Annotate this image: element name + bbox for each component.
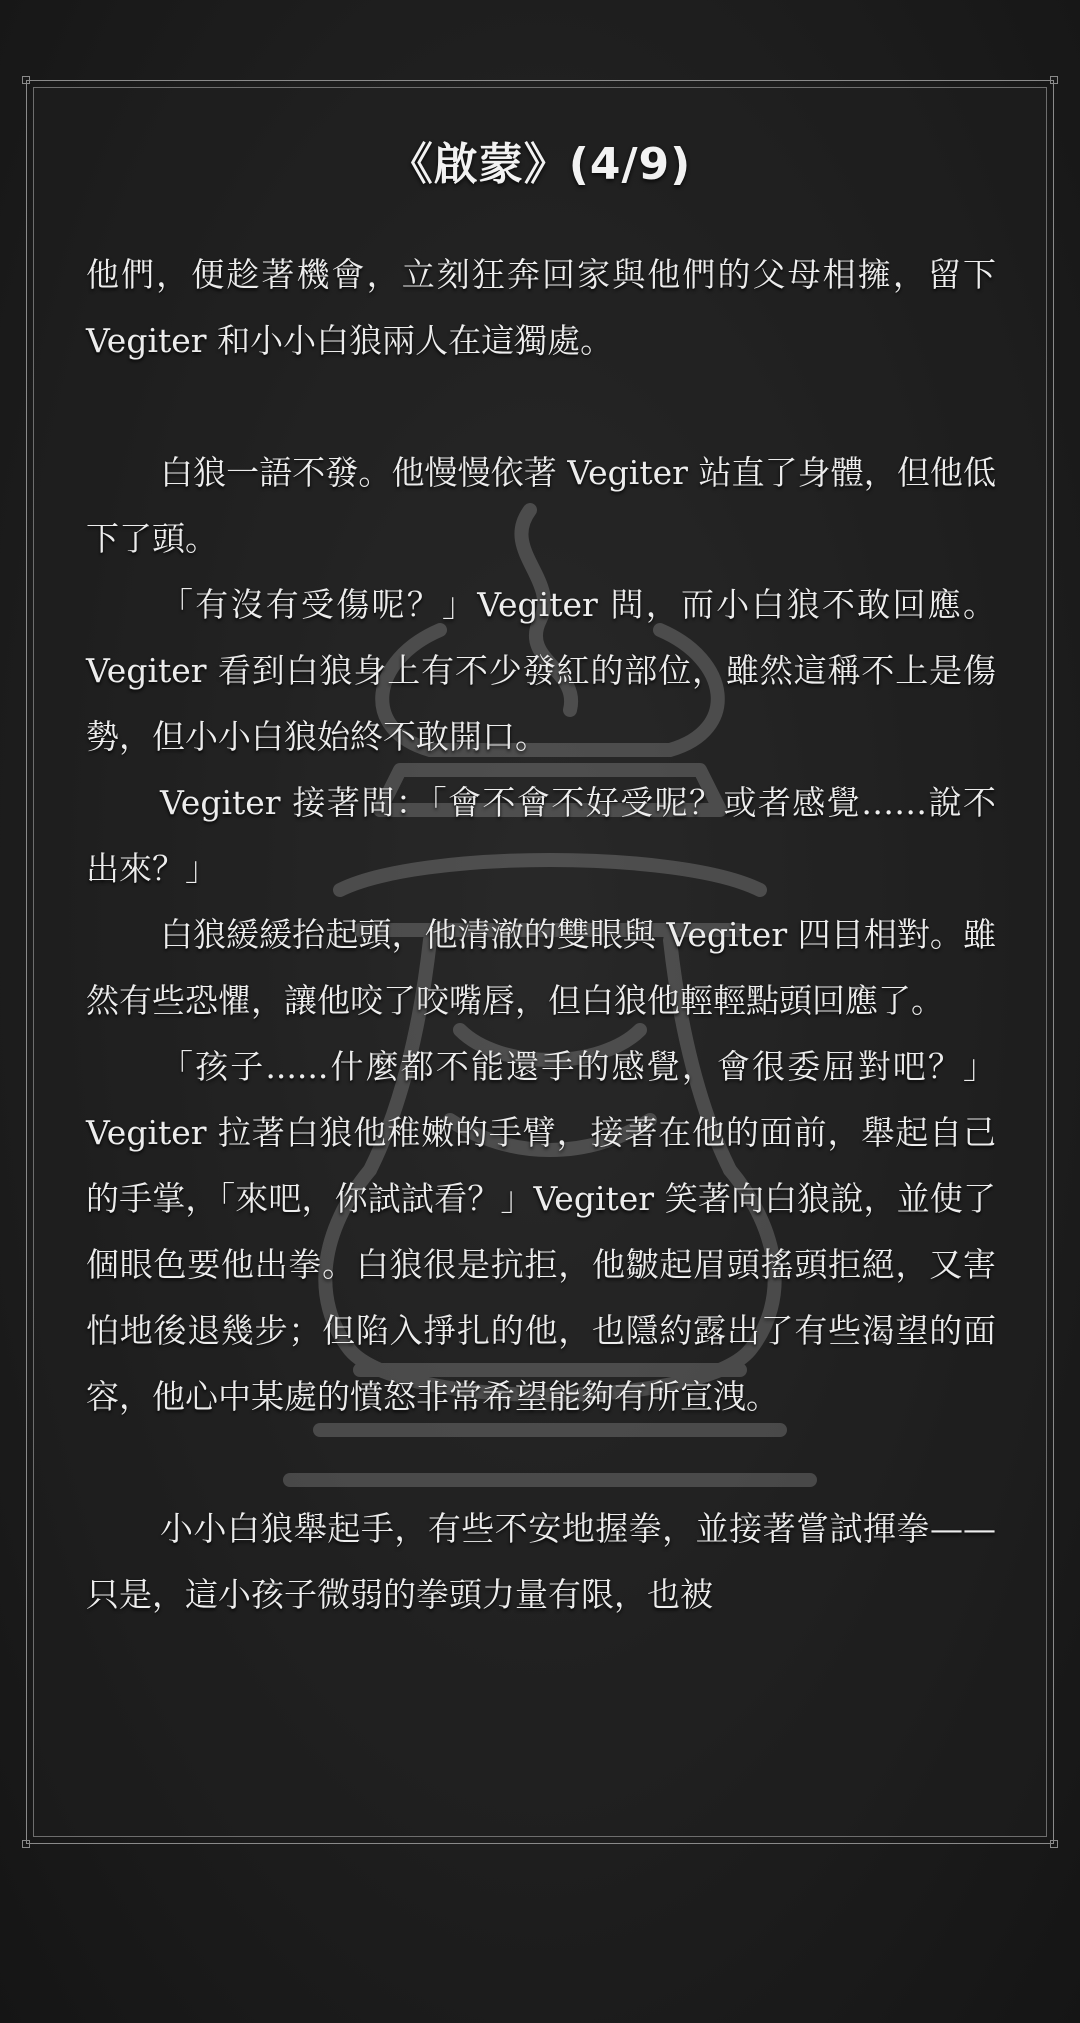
- story-paragraph: 小小白狼舉起手，有些不安地握拳，並接著嘗試揮拳——只是，這小孩子微弱的拳頭力量有限，也被: [86, 1509, 996, 1614]
- story-paragraph: 他們，便趁著機會，立刻狂奔回家與他們的父母相擁，留下 Vegiter 和小小白狼兩人在這獨處。: [86, 255, 996, 360]
- frame-corner-ornament: [22, 1840, 30, 1848]
- story-paragraph: 「孩子......什麼都不能還手的感覺，會很委屈對吧？」Vegiter 拉著白狼他稚嫩的手臂，接著在他的面前，舉起自己的手掌，「來吧，你試試看？」Vegiter 笑著向白狼說，並使了個眼色要他出拳。白狼很是抗拒，他皺起眉頭搖頭拒絕，又害怕地後退幾步；但陷入掙扎的他，也隱約露出了有些渴望的面容，他心中某處的憤怒非常希望能夠有所宣洩。: [86, 1047, 996, 1416]
- story-paragraph: 「有沒有受傷呢？」Vegiter 問，而小白狼不敢回應。Vegiter 看到白狼身上有不少發紅的部位，雖然這稱不上是傷勢，但小小白狼始終不敢開口。: [86, 585, 996, 756]
- story-paragraph: 白狼緩緩抬起頭，他清澈的雙眼與 Vegiter 四目相對。雖然有些恐懼，讓他咬了咬嘴唇，但白狼他輕輕點頭回應了。: [86, 915, 996, 1020]
- page-title: 《啟蒙》(4/9): [388, 139, 692, 190]
- frame-corner-ornament: [1050, 1840, 1058, 1848]
- paragraph-spacer: [86, 374, 996, 440]
- story-body: [86, 242, 996, 1628]
- frame-corner-ornament: [22, 76, 30, 84]
- paragraph-spacer: [86, 1430, 996, 1496]
- frame-corner-ornament: [1050, 76, 1058, 84]
- story-paragraph: 白狼一語不發。他慢慢依著 Vegiter 站直了身體，但他低下了頭。: [86, 453, 996, 558]
- story-paragraph: Vegiter 接著問：「會不會不好受呢？或者感覺……說不出來？」: [86, 783, 996, 888]
